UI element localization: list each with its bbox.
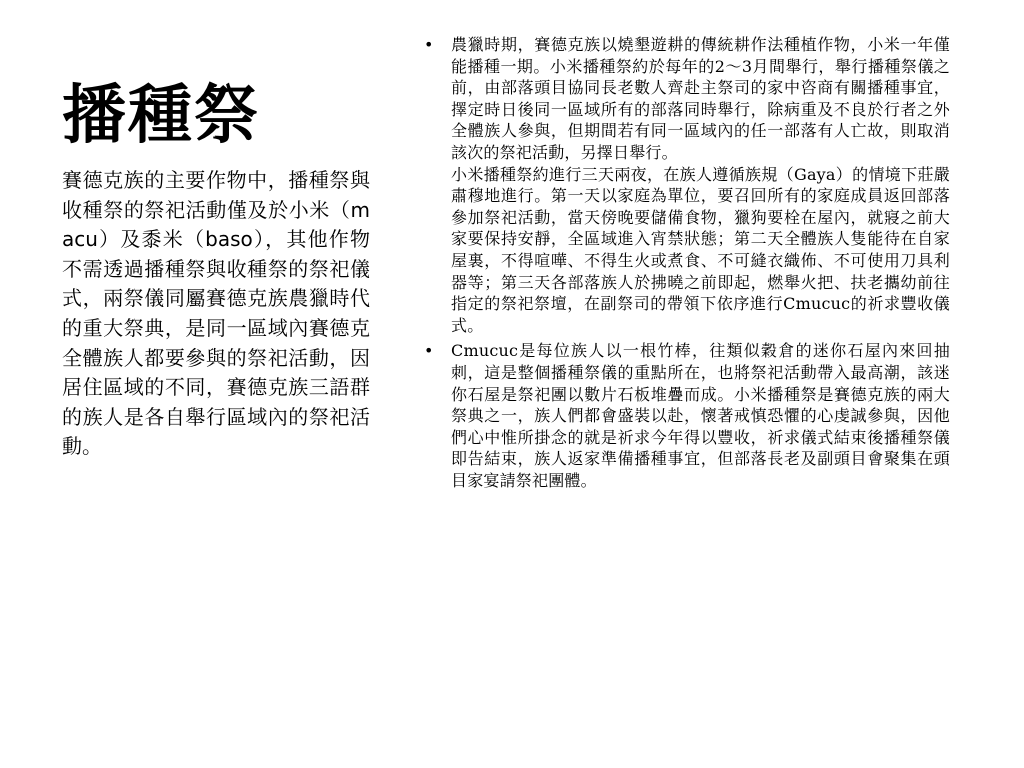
bullet-point-icon: • (424, 35, 434, 54)
bullet-paragraph: Cmucuc是每位族人以一根竹棒，往類似穀倉的迷你石屋內來回抽刺，這是整個播種祭儀的重點所在，也將祭祀活動帶入最高潮，該迷你石屋是祭祀團以數片石板堆疊而成。小米播種祭是賽德克族的兩大祭典之一，族人們都會盛裝以赴，懷著戒慎恐懼的心虔誠參與，因他們心中惟所掛念的就是祈求今年得以豐收，祈求儀式結束後播種祭儀即告結束，族人返家準備播種事宜，但部落長老及副頭目會聚集在頭目家宴請祭祀團體。 (451, 341, 950, 490)
bullet-text (451, 34, 950, 336)
bullet-item-cmucuc-ritual (420, 340, 950, 491)
bullet-paragraph: 農獵時期，賽德克族以燒墾遊耕的傳統耕作法種植作物，小米一年僅能播種一期。小米播種祭約於每年的2～3月間舉行，舉行播種祭儀之前，由部落頭目協同長老數人齊赴主祭司的家中咨商有關播種事宜，擇定時日後同一區域所有的部落同時舉行，除病重及不良於行者之外全體族人參與，但期間若有同一區域內的任一部落有人亡故，則取消該次的祭祀活動，另擇日舉行。 (451, 35, 950, 162)
bullet-item-millet-sowing-history (420, 34, 950, 336)
slide-title: 播種祭 (62, 78, 260, 153)
bullet-list (420, 34, 950, 495)
bullet-text (451, 340, 950, 491)
intro-paragraph: 賽德克族的主要作物中，播種祭與收種祭的祭祀活動僅及於小米（macu）及黍米（baso），其他作物不需透過播種祭與收種祭的祭祀儀式，兩祭儀同屬賽德克族農獵時代的重大祭典，是同一區域內賽德克全體族人都要參與的祭祀活動，因居住區域的不同，賽德克族三語群的族人是各自舉行區域內的祭祀活動。 (62, 168, 370, 459)
bullet-point-icon: • (424, 341, 434, 361)
bullet-paragraph: 小米播種祭約進行三天兩夜，在族人遵循族規（Gaya）的情境下莊嚴肅穆地進行。第一天以家庭為單位，要召回所有的家庭成員返回部落參加祭祀活動，當天傍晚要儲備食物，獵狗要栓在屋內，就寢之前大家要保持安靜，全區域進入宵禁狀態；第二天全體族人隻能待在自家屋裏，不得喧嘩、不得生火或煮食、不可縫衣織佈、不可使用刀具利器等；第三天各部落族人於拂曉之前即起，燃舉火把、扶老攜幼前往指定的祭祀祭壇，在副祭司的帶領下依序進行Cmucuc的祈求豐收儀式。 (451, 164, 950, 335)
